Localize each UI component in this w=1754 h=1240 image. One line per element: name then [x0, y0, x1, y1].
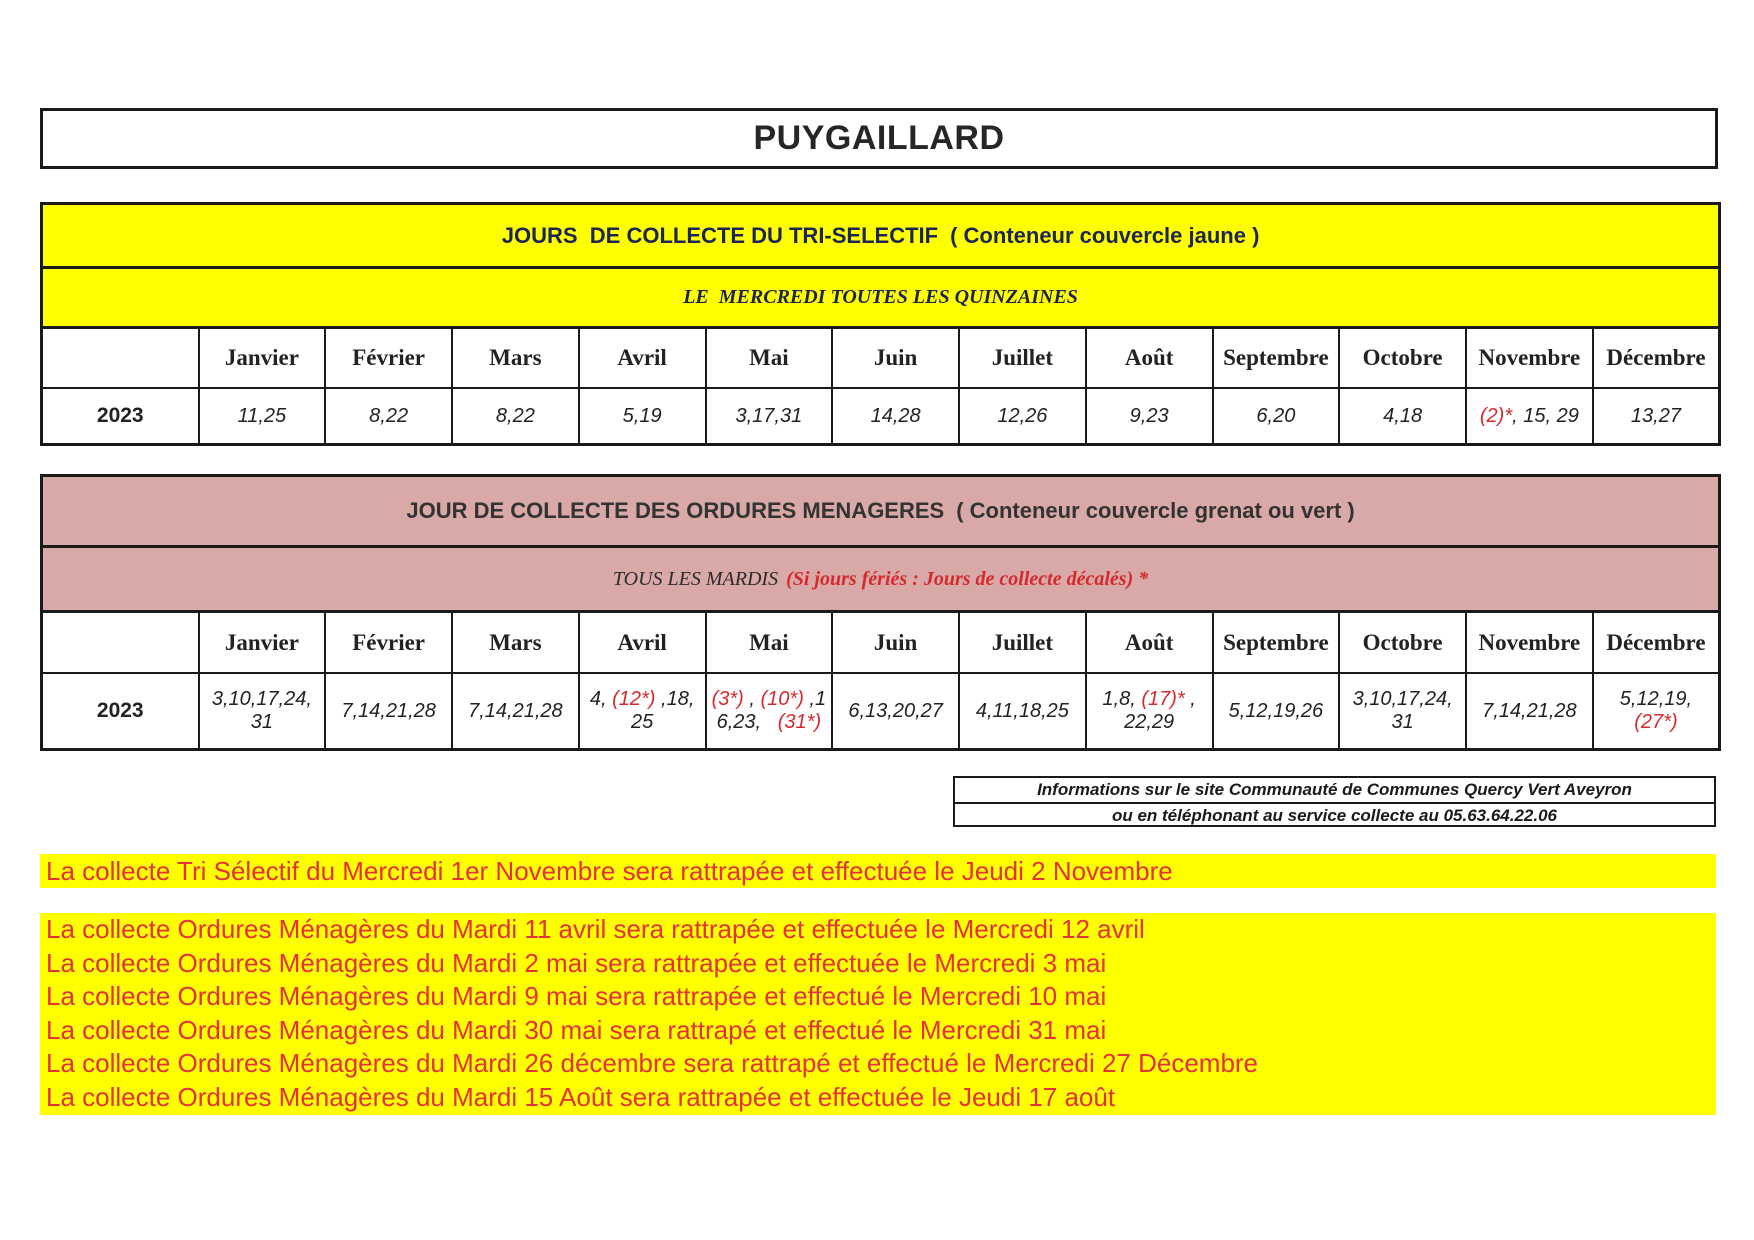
notice-line: La collecte Ordures Ménagères du Mardi 26 décembre sera rattrapé et effectué le Mercredi 27 Décembre — [46, 1048, 1259, 1078]
tri-heading-cell — [42, 204, 1720, 268]
shifted-collection-day: (3*) — [711, 688, 744, 710]
month-header: Août — [1086, 328, 1213, 389]
month-header: Novembre — [1466, 328, 1593, 389]
notice-line: La collecte Ordures Ménagères du Mardi 30 mai sera rattrapé et effectué le Mercredi 31 mai — [46, 1014, 1107, 1045]
days-line — [960, 700, 1085, 723]
schedule-text: TOUS LES MARDIS — [612, 567, 779, 590]
collection-days-cell — [1593, 673, 1720, 750]
collection-day: , — [743, 688, 761, 710]
collection-days-cell — [325, 673, 452, 750]
days-line — [1594, 711, 1718, 734]
collection-days-cell — [1339, 388, 1466, 445]
month-header: Janvier — [199, 328, 326, 389]
days-line — [1467, 405, 1592, 428]
month-header: Septembre — [1213, 612, 1340, 674]
days-line — [580, 405, 705, 428]
tri-schedule-cell — [42, 268, 1720, 328]
collection-day: 22,29 — [1124, 711, 1175, 733]
om-schedule-cell — [42, 547, 1720, 612]
days-line — [1594, 688, 1718, 711]
notice-line: La collecte Tri Sélectif du Mercredi 1er Novembre sera rattrapée et effectuée le Jeudi 2 Novembre — [46, 856, 1173, 886]
notice-line: La collecte Ordures Ménagères du Mardi 11 avril sera rattrapée et effectuée le Mercredi 12 avril — [46, 914, 1145, 944]
month-header: Juin — [832, 612, 959, 674]
om-notice-block — [40, 913, 1716, 1115]
month-header: Mai — [706, 328, 833, 389]
collection-days-cell — [1593, 388, 1720, 445]
shifted-collection-day: (31*) — [777, 711, 822, 733]
month-header: Juillet — [959, 612, 1086, 674]
days-line — [200, 688, 325, 711]
days-line — [1087, 688, 1212, 711]
month-header: Avril — [579, 612, 706, 674]
collection-day: 8,22 — [495, 404, 535, 427]
notice-line: La collecte Ordures Ménagères du Mardi 9 mai sera rattrapée et effectué le Mercredi 10 mai — [46, 981, 1107, 1011]
holiday-note: (Si jours fériés : Jours de collecte décalés) * — [786, 567, 1149, 590]
collection-day: 7,14,21,28 — [468, 699, 563, 722]
collection-days-cell — [832, 388, 959, 445]
page-title: PUYGAILLARD — [753, 119, 1005, 157]
month-header: Août — [1086, 612, 1213, 674]
collection-day: 25 — [631, 711, 654, 733]
schedule-text: LE MERCREDI TOUTES LES QUINZAINES — [683, 286, 1078, 308]
collection-days-cell — [452, 388, 579, 445]
collection-day: 31 — [250, 711, 273, 733]
shifted-collection-day: (12*) — [612, 688, 656, 710]
collection-day: 9,23 — [1129, 404, 1169, 427]
days-line — [1340, 405, 1465, 428]
days-line — [1087, 405, 1212, 428]
year-label: 2023 — [42, 388, 199, 445]
collection-day: 4,18 — [1383, 404, 1423, 427]
collection-days-cell — [1339, 673, 1466, 750]
month-header: Avril — [579, 328, 706, 389]
tri-notice-block — [40, 854, 1716, 888]
month-header: Septembre — [1213, 328, 1340, 389]
collection-days-cell — [199, 673, 326, 750]
om-heading-cell — [42, 476, 1720, 547]
collection-days-cell — [1086, 388, 1213, 445]
collection-day: 8,22 — [369, 404, 409, 427]
days-line — [200, 711, 325, 734]
collection-day: 7,14,21,28 — [1482, 699, 1577, 722]
month-header: Janvier — [199, 612, 326, 674]
month-header: Novembre — [1466, 612, 1593, 674]
month-header: Mars — [452, 612, 579, 674]
month-header: Février — [325, 612, 452, 674]
collection-day: 13,27 — [1630, 404, 1681, 427]
collection-days-cell — [706, 673, 833, 750]
shifted-collection-day: (10*) — [760, 688, 804, 710]
collection-day: , — [1184, 688, 1196, 710]
year-label: 2023 — [42, 673, 199, 750]
collection-days-cell — [706, 388, 833, 445]
month-header: Juin — [832, 328, 959, 389]
month-header: Février — [325, 328, 452, 389]
month-header: Juillet — [959, 328, 1086, 389]
days-line — [580, 688, 705, 711]
info-box — [953, 776, 1716, 827]
collection-day: ,18, — [655, 688, 695, 710]
collection-days-cell — [1466, 673, 1593, 750]
collection-day: 4, — [589, 688, 613, 710]
collection-day: , 15, 29 — [1512, 404, 1579, 427]
days-line — [707, 688, 832, 711]
month-header: Décembre — [1593, 612, 1720, 674]
collection-days-cell — [325, 388, 452, 445]
title-box — [40, 108, 1718, 169]
container-note: ( Conteneur couvercle grenat ou vert ) — [956, 498, 1355, 523]
collection-heading: JOUR DE COLLECTE DES ORDURES MENAGERES — [406, 498, 945, 523]
collection-day: 6,13,20,27 — [848, 699, 943, 722]
month-header: Mars — [452, 328, 579, 389]
days-line — [833, 700, 958, 723]
tri-selectif-table — [40, 202, 1721, 446]
collection-heading: JOURS DE COLLECTE DU TRI-SELECTIF — [501, 222, 939, 248]
month-header: Octobre — [1339, 612, 1466, 674]
collection-days-cell — [1466, 388, 1593, 445]
collection-day: 1,8, — [1102, 688, 1142, 710]
days-line — [833, 405, 958, 428]
days-line — [580, 711, 705, 734]
days-line — [1594, 405, 1718, 428]
collection-days-cell — [832, 673, 959, 750]
collection-day: 6,23, — [716, 711, 778, 733]
days-line — [707, 711, 832, 734]
collection-day: ,1 — [803, 688, 827, 710]
month-header: Octobre — [1339, 328, 1466, 389]
days-line — [326, 700, 451, 723]
days-line — [1214, 700, 1339, 723]
shifted-collection-day: (27*) — [1634, 711, 1678, 733]
collection-days-cell — [959, 673, 1086, 750]
collection-day: 5,12,19,26 — [1228, 699, 1324, 722]
collection-days-cell — [452, 673, 579, 750]
days-line — [1340, 688, 1465, 711]
collection-day: 31 — [1391, 711, 1414, 733]
days-line — [200, 405, 325, 428]
collection-day: 14,28 — [870, 404, 921, 427]
collection-days-cell — [1213, 388, 1340, 445]
collection-day: 7,14,21,28 — [341, 699, 436, 722]
collection-days-cell — [1086, 673, 1213, 750]
days-line — [960, 405, 1085, 428]
notice-line: La collecte Ordures Ménagères du Mardi 15 Août sera rattrapée et effectuée le Jeudi 17 août — [46, 1081, 1116, 1112]
collection-day: 12,26 — [997, 404, 1048, 427]
collection-days-cell — [959, 388, 1086, 445]
shifted-collection-day: (2)* — [1479, 404, 1513, 427]
month-header: Décembre — [1593, 328, 1720, 389]
info-line: ou en téléphonant au service collecte au 05.63.64.22.06 — [955, 802, 1714, 828]
corner-cell — [42, 612, 199, 674]
days-line — [326, 405, 451, 428]
collection-day: 3,10,17,24, — [211, 688, 312, 710]
days-line — [1087, 711, 1212, 734]
shifted-collection-day: (17)* — [1141, 688, 1185, 710]
collection-day: 5,12,19, — [1619, 688, 1693, 710]
days-line — [1214, 405, 1339, 428]
notice-line: La collecte Ordures Ménagères du Mardi 2 mai sera rattrapée et effectuée le Mercredi 3 mai — [46, 947, 1107, 978]
info-line: Informations sur le site Communauté de Communes Quercy Vert Aveyron — [1037, 780, 1632, 799]
collection-days-cell — [1213, 673, 1340, 750]
ordures-menageres-table — [40, 474, 1721, 751]
collection-days-cell — [199, 388, 326, 445]
collection-day: 3,17,31 — [735, 404, 803, 427]
days-line — [707, 405, 832, 428]
collection-days-cell — [579, 388, 706, 445]
collection-day: 5,19 — [622, 404, 662, 427]
days-line — [1340, 711, 1465, 734]
collection-day: 6,20 — [1256, 404, 1296, 427]
collection-day: 4,11,18,25 — [975, 699, 1069, 722]
collection-day: 3,10,17,24, — [1352, 688, 1453, 710]
month-header: Mai — [706, 612, 833, 674]
collection-days-cell — [579, 673, 706, 750]
days-line — [453, 700, 578, 723]
corner-cell — [42, 328, 199, 389]
days-line — [453, 405, 578, 428]
container-note: ( Conteneur couvercle jaune ) — [950, 222, 1260, 248]
days-line — [1467, 700, 1592, 723]
collection-day: 11,25 — [237, 404, 287, 427]
